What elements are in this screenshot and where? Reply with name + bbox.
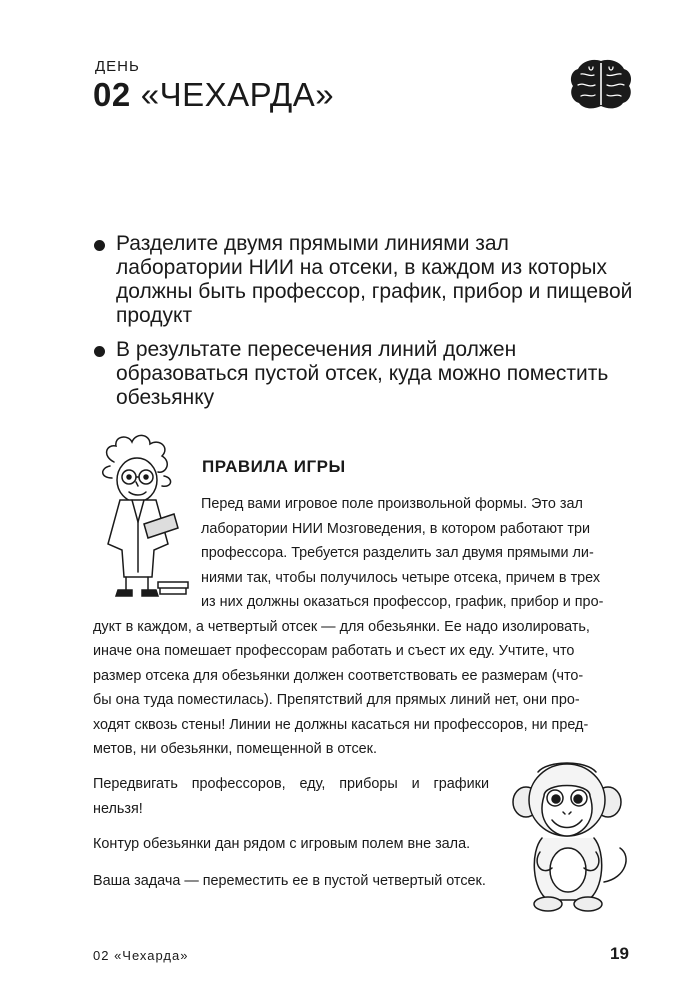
- rules-line: ниями так, чтобы получилось четыре отсека, причем в трех: [201, 569, 601, 586]
- page-number: 19: [610, 944, 629, 963]
- rules-line: иначе она помешает профессорам работать и съест их еду. Учтите, что: [93, 643, 575, 659]
- bullet-text: В результате пересечения линий должен образоваться пустой отсек, куда можно поместить обезьянку: [116, 338, 609, 409]
- rules-line: дукт в каждом, а четвертый отсек — для обезьянки. Ее надо изолировать,: [93, 618, 590, 635]
- rules-line: ходят сквозь стены! Линии не должны касаться ни профессоров, ни пред-: [93, 716, 589, 733]
- brain-icon: [569, 58, 633, 110]
- list-item: [94, 338, 634, 410]
- bullet-dot: [94, 346, 105, 357]
- rules-line: из них должны оказаться профессор, график, прибор и про-: [201, 594, 604, 610]
- list-item: [94, 232, 634, 328]
- rules-title: ПРАВИЛА ИГРЫ: [202, 457, 346, 476]
- rules-text: [93, 492, 633, 762]
- day-number: 02: [93, 76, 131, 113]
- rules-line: бы она туда поместилась). Препятствий для прямых линий нет, они про-: [93, 692, 580, 708]
- rules-line: профессора. Требуется разделить зал двумя прямыми ли-: [201, 545, 594, 561]
- day-label: ДЕНЬ: [95, 58, 140, 75]
- paragraph: Контур обезьянки дан рядом с игровым полем вне зала.: [93, 836, 471, 852]
- rules-line: лаборатории НИИ Мозговедения, в котором работают три: [201, 520, 590, 537]
- footer-chapter: 02 «Чехарда»: [93, 948, 189, 963]
- rules-line: размер отсека для обезьянки должен соответствовать ее размерам (что-: [93, 667, 584, 684]
- rules-line: Перед вами игровое поле произвольной формы. Это зал: [201, 496, 583, 512]
- bullet-list: [94, 232, 634, 420]
- paragraph: Передвигать профессоров, еду, приборы и графики нельзя!: [93, 776, 489, 817]
- paragraph: Ваша задача — переместить ее в пустой четвертый отсек.: [93, 873, 486, 889]
- rules-line: метов, ни обезьянки, помещенной в отсек.: [93, 741, 377, 757]
- title-text: «ЧЕХАРДА»: [140, 76, 335, 113]
- bullet-dot: [94, 240, 105, 251]
- page-title: [93, 76, 334, 114]
- monkey-illustration: [508, 752, 633, 917]
- bullet-text: Разделите двумя прямыми линиями зал лаборатории НИИ на отсеки, в каждом из которых должны быть профессор, график, прибор и пищевой продукт: [116, 232, 633, 327]
